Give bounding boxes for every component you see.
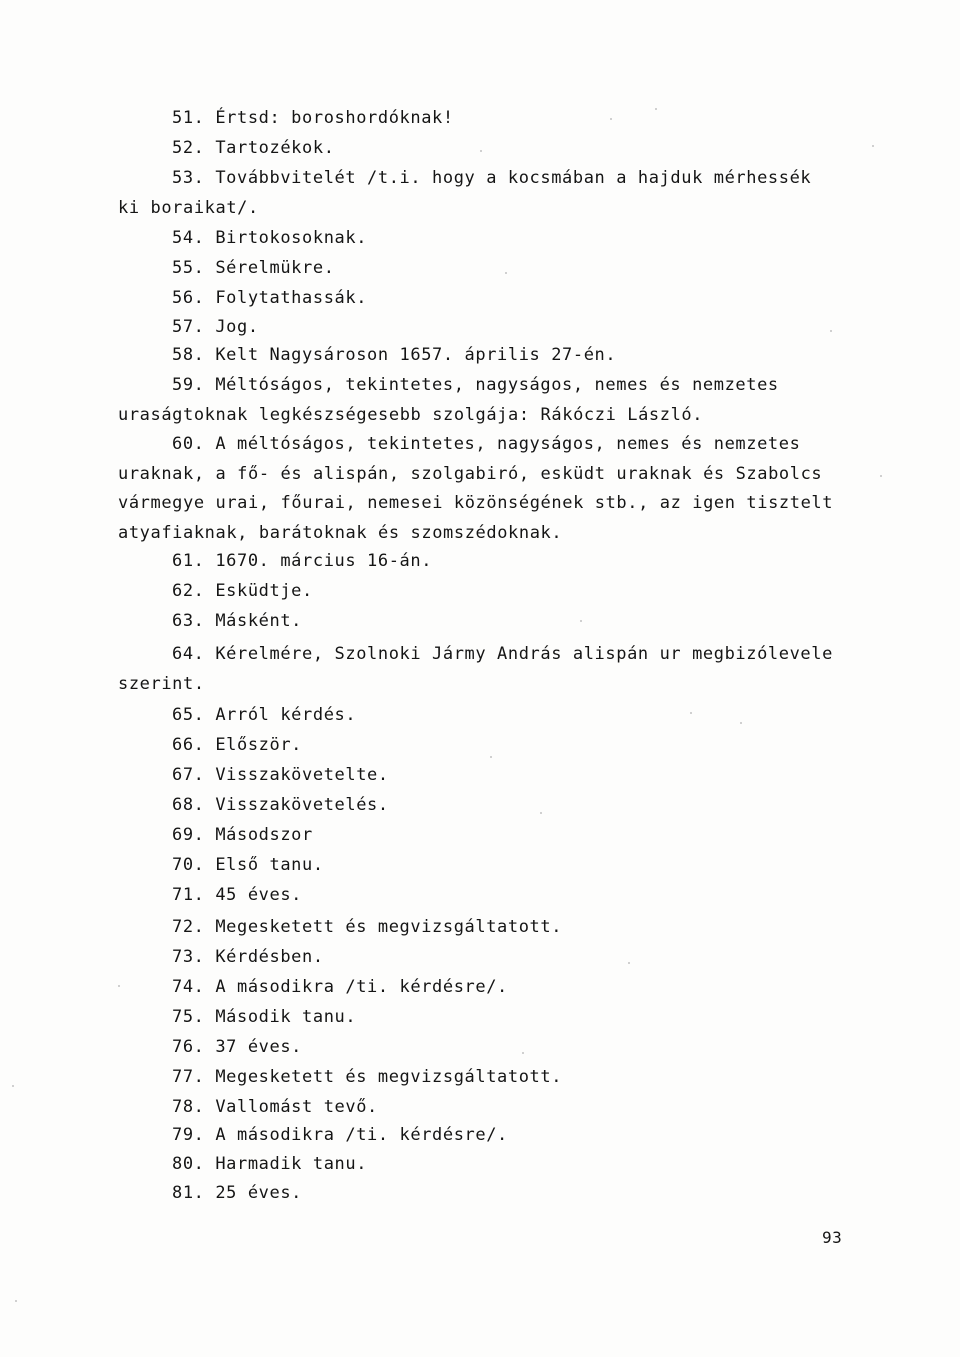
footnote-77: 77. Megesketett és megvizsgáltatott.	[172, 1067, 563, 1087]
scan-speck	[118, 985, 120, 987]
footnote-78: 78. Vallomást tevő.	[172, 1097, 378, 1117]
scan-speck	[740, 722, 742, 724]
footnote-69: 69. Másodszor	[172, 825, 313, 845]
footnote-68: 68. Visszakövetelés.	[172, 795, 389, 815]
footnote-67: 67. Visszakövetelte.	[172, 765, 389, 785]
scan-speck	[480, 150, 482, 152]
footnote-55: 55. Sérelmükre.	[172, 258, 335, 278]
footnote-54: 54. Birtokosoknak.	[172, 228, 368, 248]
footnote-63: 63. Másként.	[172, 611, 303, 631]
footnote-76: 76. 37 éves.	[172, 1037, 303, 1057]
footnote-81: 81. 25 éves.	[172, 1183, 303, 1203]
scan-speck	[628, 962, 630, 964]
footnote-79: 79. A másodikra /ti. kérdésre/.	[172, 1125, 508, 1145]
footnote-74: 74. A másodikra /ti. kérdésre/.	[172, 977, 508, 997]
scan-speck	[540, 812, 542, 814]
scan-speck	[15, 1300, 17, 1302]
scan-speck	[505, 272, 507, 274]
footnote-73: 73. Kérdésben.	[172, 947, 324, 967]
scan-speck	[490, 756, 492, 758]
footnote-70: 70. Első tanu.	[172, 855, 324, 875]
footnote-57: 57. Jog.	[172, 317, 259, 337]
footnote-65: 65. Arról kérdés.	[172, 705, 357, 725]
scan-speck	[580, 620, 582, 622]
footnote-59: 59. Méltóságos, tekintetes, nagyságos, nemes és nemzetes uraságtoknak legkészségesebb szolgája: Rákóczi László.	[118, 375, 790, 425]
footnote-62: 62. Esküdtje.	[172, 581, 313, 601]
scan-speck	[12, 1085, 14, 1087]
scan-speck	[690, 712, 692, 714]
scan-speck	[610, 118, 612, 120]
footnote-61: 61. 1670. március 16-án.	[172, 551, 433, 571]
scan-speck	[655, 108, 657, 110]
scan-speck	[880, 475, 882, 477]
scan-speck	[522, 1052, 524, 1054]
footnote-72: 72. Megesketett és megvizsgáltatott.	[172, 917, 563, 937]
footnote-53: 53. Továbbvitelét /t.i. hogy a kocsmában a hajduk mérhessék ki boraikat/.	[118, 168, 823, 218]
footnote-75: 75. Második tanu.	[172, 1007, 357, 1027]
page-number: 93	[822, 1228, 843, 1247]
scan-speck	[872, 145, 874, 147]
scan-speck	[830, 330, 832, 332]
footnote-80: 80. Harmadik tanu.	[172, 1154, 368, 1174]
footnote-51: 51. Értsd: boroshordóknak!	[172, 108, 454, 128]
footnote-60: 60. A méltóságos, tekintetes, nagyságos, nemes és nemzetes uraknak, a fő- és alispán, szolgabiró, esküdt uraknak és Szabolcs vármegye urai, főurai, nemesei közönségének stb., az igen tisztelt atyafiaknak, barátoknak és szomszédoknak.	[118, 434, 844, 543]
footnote-64: 64. Kérelmére, Szolnoki Jármy András alispán ur megbizólevele szerint.	[118, 644, 844, 694]
footnote-66: 66. Először.	[172, 735, 303, 755]
footnote-58: 58. Kelt Nagysároson 1657. április 27-én.	[172, 345, 617, 365]
footnote-52: 52. Tartozékok.	[172, 138, 335, 158]
footnote-71: 71. 45 éves.	[172, 885, 303, 905]
footnote-56: 56. Folytathassák.	[172, 288, 368, 308]
